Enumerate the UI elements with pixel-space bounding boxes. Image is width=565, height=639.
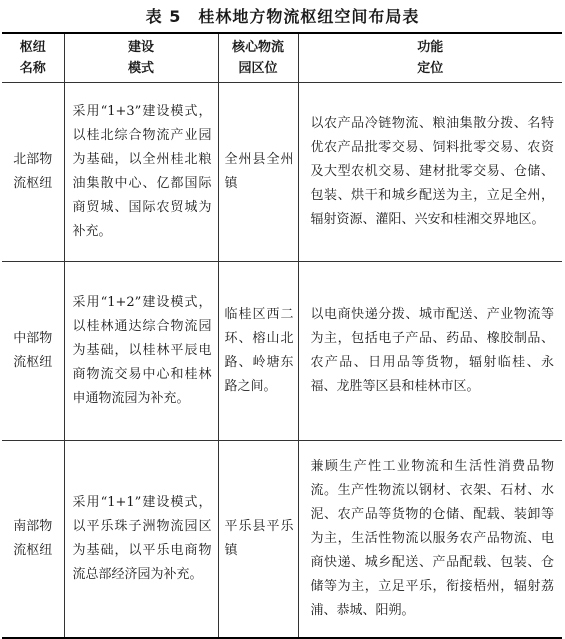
build-mode-cell: 采用“1+2”建设模式，以桂林通达综合物流园为基础，以桂林平辰电商物流交易中心和桂林申通物流园为补充。 xyxy=(64,262,218,441)
hub-name-cell: 中部物 流枢纽 xyxy=(2,262,64,441)
table-row xyxy=(2,262,562,441)
header-core-park: 核心物流 园区位 xyxy=(218,33,298,83)
build-mode-cell: 采用“1+3”建设模式，以桂北综合物流产业园为基础，以全州桂北粮油集散中心、亿都国际商贸城、国际农贸城为补充。 xyxy=(64,83,218,262)
header-hub-name: 枢纽 名称 xyxy=(2,33,64,83)
table-title: 表 5 桂林地方物流枢纽空间布局表 xyxy=(145,7,420,26)
header-row xyxy=(2,33,562,83)
core-park-cell: 临桂区西二环、榕山北路、岭塘东路之间。 xyxy=(218,262,298,441)
core-park-cell: 全州县全州镇 xyxy=(218,83,298,262)
header-function: 功能 定位 xyxy=(298,33,562,83)
hub-name-cell: 南部物 流枢纽 xyxy=(2,441,64,639)
header-build-mode: 建设 模式 xyxy=(64,33,218,83)
build-mode-cell: 采用“1+1”建设模式，以平乐珠子洲物流园区为基础，以平乐电商物流总部经济园为补充。 xyxy=(64,441,218,639)
function-cell: 兼顾生产性工业物流和生活性消费品物流。生产性物流以钢材、衣架、石材、水泥、农产品等货物的仓储、配载、装卸等为主，生活性物流以服务农产品物流、电商快递、城乡配送、产品配载、包装、仓储等为主，立足平乐，衔接梧州，辐射荔浦、恭城、阳朔。 xyxy=(298,441,562,639)
function-cell: 以农产品冷链物流、粮油集散分拨、名特优农产品批零交易、饲料批零交易、农资及大型农机交易、建材批零交易、仓储、包装、烘干和城乡配送为主，立足全州，辐射资源、灌阳、兴安和桂湘交界地区。 xyxy=(298,83,562,262)
table-row xyxy=(2,83,562,262)
hub-name-cell: 北部物 流枢纽 xyxy=(2,83,64,262)
core-park-cell: 平乐县平乐镇 xyxy=(218,441,298,639)
function-cell: 以电商快递分拨、城市配送、产业物流等为主，包括电子产品、药品、橡胶制品、农产品、日用品等货物，辐射临桂、永福、龙胜等区县和桂林市区。 xyxy=(298,262,562,441)
table-row xyxy=(2,441,562,639)
logistics-hub-table xyxy=(2,32,562,639)
